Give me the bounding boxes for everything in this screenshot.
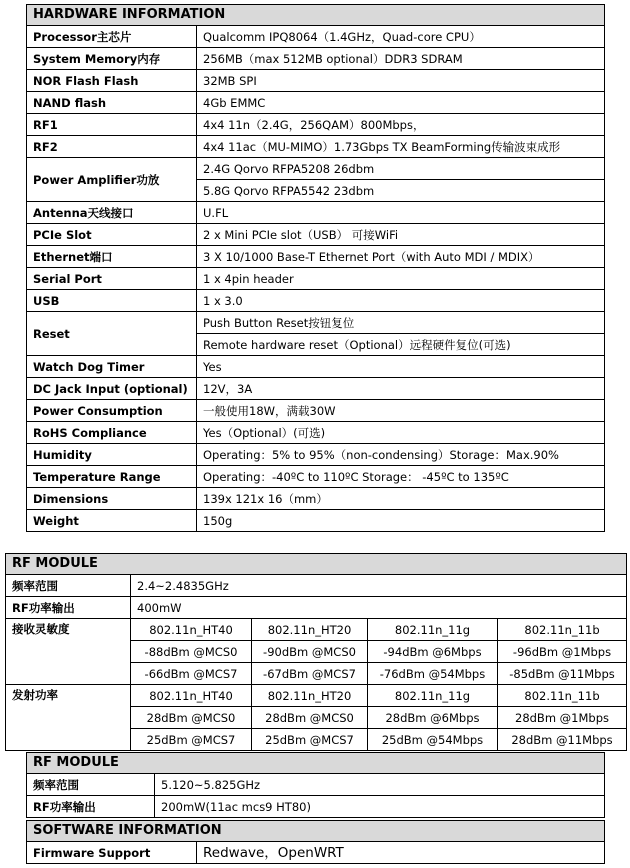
spec-value: 一般使用18W，满载30W [197, 400, 605, 422]
spec-value: Push Button Reset按钮复位 [197, 312, 605, 334]
spec-value: 1 x 3.0 [197, 290, 605, 312]
rx-cell: -66dBm @MCS7 [131, 663, 252, 685]
spec-value: 12V，3A [197, 378, 605, 400]
spec-label: DC Jack Input (optional) [27, 378, 197, 400]
software-section-title: SOFTWARE INFORMATION [27, 821, 605, 842]
spec-value: 4x4 11ac（MU-MIMO）1.73Gbps TX BeamForming传输波束成形 [197, 136, 605, 158]
tx-cell: 802.11n_11g [368, 685, 498, 707]
spec-value: 150g [197, 510, 605, 532]
spec-label: Reset [27, 312, 197, 356]
spec-value: 4Gb EMMC [197, 92, 605, 114]
spec-row [27, 312, 605, 334]
spec-label: Weight [27, 510, 197, 532]
spec-row [27, 356, 605, 378]
spec-row [27, 158, 605, 180]
rx-cell: -96dBm @1Mbps [498, 641, 627, 663]
spec-value: Operating：-40ºC to 110ºC Storage： -45ºC to 135ºC [197, 466, 605, 488]
spec-label: System Memory内存 [27, 48, 197, 70]
spec-value: 2.4G Qorvo RFPA5208 26dbm [197, 158, 605, 180]
tx-cell: 28dBm @11Mbps [498, 729, 627, 751]
tx-cell: 802.11n_HT20 [252, 685, 368, 707]
spec-row [27, 268, 605, 290]
spec-value: 256MB（max 512MB optional）DDR3 SDRAM [197, 48, 605, 70]
spec-value: 1 x 4pin header [197, 268, 605, 290]
spec-label: NAND flash [27, 92, 197, 114]
rf-module-5g-table [26, 752, 605, 818]
rf-module-2g-table [5, 553, 627, 751]
rx-cell: -88dBm @MCS0 [131, 641, 252, 663]
spec-row [27, 202, 605, 224]
rx-cell: -67dBm @MCS7 [252, 663, 368, 685]
freq-range-value: 5.120~5.825GHz [155, 774, 605, 796]
spec-row [27, 466, 605, 488]
rx-cell: -94dBm @6Mbps [368, 641, 498, 663]
rx-cell: 802.11n_HT40 [131, 619, 252, 641]
spec-row [27, 246, 605, 268]
rf-power-label: RF功率输出 [27, 796, 155, 818]
spec-value: Operating：5% to 95%（non-condensing）Storage：Max.90% [197, 444, 605, 466]
rx-sensitivity-label: 接收灵敏度 [6, 619, 131, 685]
spec-row [27, 378, 605, 400]
freq-range-label: 频率范围 [27, 774, 155, 796]
spec-label: Humidity [27, 444, 197, 466]
spec-row [27, 290, 605, 312]
spec-value: 3 X 10/1000 Base-T Ethernet Port（with Auto MDI / MDIX） [197, 246, 605, 268]
software-info-table [26, 820, 605, 864]
spec-row [27, 136, 605, 158]
spec-row [27, 92, 605, 114]
spec-value: 4x4 11n（2.4G，256QAM）800Mbps， [197, 114, 605, 136]
rx-cell: 802.11n_11b [498, 619, 627, 641]
tx-cell: 28dBm @MCS0 [131, 707, 252, 729]
spec-value: U.FL [197, 202, 605, 224]
tx-power-label: 发射功率 [6, 685, 131, 751]
spec-value: Qualcomm IPQ8064（1.4GHz，Quad-core CPU） [197, 26, 605, 48]
freq-range-value: 2.4~2.4835GHz [131, 575, 627, 597]
spec-label: PCIe Slot [27, 224, 197, 246]
spec-row [27, 48, 605, 70]
spec-label: Antenna天线接口 [27, 202, 197, 224]
hardware-section-title: HARDWARE INFORMATION [27, 5, 605, 26]
spec-row [27, 26, 605, 48]
spec-label: USB [27, 290, 197, 312]
spec-label: Power Consumption [27, 400, 197, 422]
spec-label: Processor主芯片 [27, 26, 197, 48]
spec-value: 2 x Mini PCIe slot（USB） 可接WiFi [197, 224, 605, 246]
rx-cell: -85dBm @11Mbps [498, 663, 627, 685]
spec-label: Dimensions [27, 488, 197, 510]
spec-label: Power Amplifier功放 [27, 158, 197, 202]
tx-cell: 25dBm @MCS7 [131, 729, 252, 751]
freq-range-label: 频率范围 [6, 575, 131, 597]
spec-value: 32MB SPI [197, 70, 605, 92]
tx-cell: 802.11n_11b [498, 685, 627, 707]
spec-value: 139x 121x 16（mm） [197, 488, 605, 510]
spec-label: RoHS Compliance [27, 422, 197, 444]
rx-cell: -76dBm @54Mbps [368, 663, 498, 685]
firmware-support-value: Redwave，OpenWRT [197, 842, 605, 864]
spec-row [27, 510, 605, 532]
spec-row [27, 400, 605, 422]
spec-label: NOR Flash Flash [27, 70, 197, 92]
spec-label: RF2 [27, 136, 197, 158]
spec-value: Yes（Optional）(可选) [197, 422, 605, 444]
rf-module-title: RF MODULE [6, 554, 627, 575]
rf-module-title: RF MODULE [27, 753, 605, 774]
rf-power-label: RF功率输出 [6, 597, 131, 619]
rx-cell: 802.11n_11g [368, 619, 498, 641]
spec-value: Yes [197, 356, 605, 378]
spec-label: Temperature Range [27, 466, 197, 488]
spec-value: Remote hardware reset（Optional）远程硬件复位(可选) [197, 334, 605, 356]
firmware-support-label: Firmware Support [27, 842, 197, 864]
tx-cell: 25dBm @MCS7 [252, 729, 368, 751]
spec-row [27, 114, 605, 136]
spec-label: Ethernet端口 [27, 246, 197, 268]
spec-label: Watch Dog Timer [27, 356, 197, 378]
rx-cell: -90dBm @MCS0 [252, 641, 368, 663]
spec-row [27, 444, 605, 466]
hardware-info-table [26, 4, 605, 532]
spec-value: 5.8G Qorvo RFPA5542 23dbm [197, 180, 605, 202]
spec-row [27, 488, 605, 510]
spec-row [27, 224, 605, 246]
tx-cell: 28dBm @MCS0 [252, 707, 368, 729]
spec-row [27, 70, 605, 92]
spec-row [27, 422, 605, 444]
rf-power-value: 400mW [131, 597, 627, 619]
spec-label: RF1 [27, 114, 197, 136]
spec-label: Serial Port [27, 268, 197, 290]
tx-cell: 802.11n_HT40 [131, 685, 252, 707]
tx-cell: 28dBm @6Mbps [368, 707, 498, 729]
rx-cell: 802.11n_HT20 [252, 619, 368, 641]
tx-cell: 28dBm @1Mbps [498, 707, 627, 729]
tx-cell: 25dBm @54Mbps [368, 729, 498, 751]
rf-power-value: 200mW(11ac mcs9 HT80) [155, 796, 605, 818]
